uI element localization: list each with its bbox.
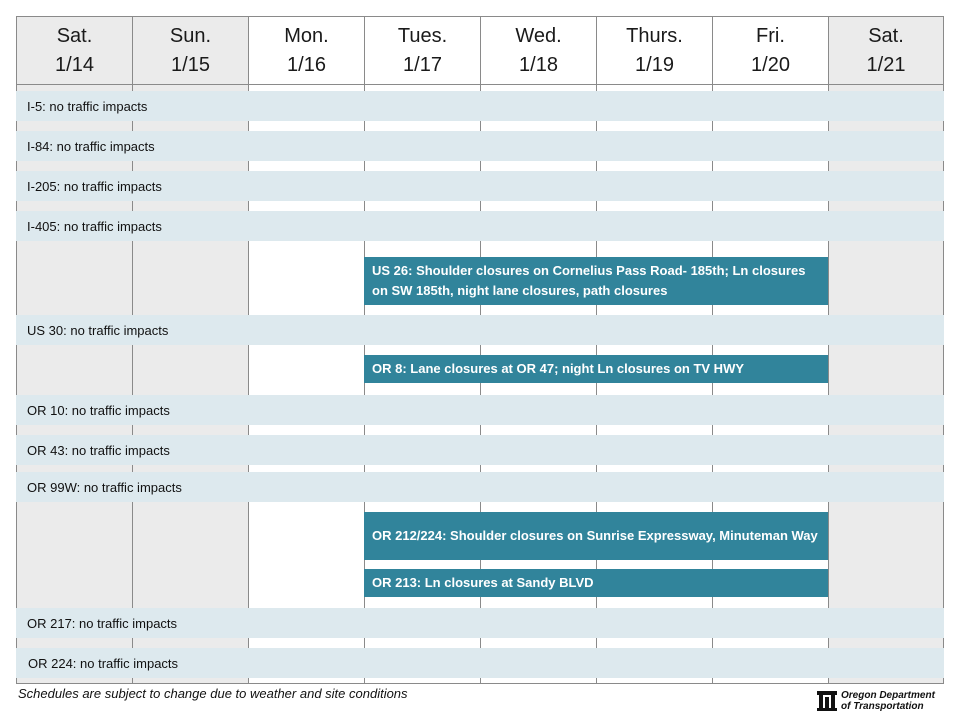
day-header — [365, 17, 480, 85]
logo-line-1: Oregon Department — [841, 690, 935, 701]
no-impact-row: I-5: no traffic impacts — [16, 91, 944, 121]
no-impact-row: I-84: no traffic impacts — [16, 131, 944, 161]
day-name: Sat. — [868, 24, 904, 47]
day-name: Mon. — [284, 24, 329, 47]
day-name: Tues. — [397, 24, 448, 47]
day-header — [17, 17, 132, 85]
day-date: 1/16 — [287, 53, 326, 76]
day-header — [481, 17, 596, 85]
closure-bar-us26: US 26: Shoulder closures on Cornelius Pass Road- 185th; Ln closures on SW 185th, night lane closures, path closures — [364, 257, 828, 305]
no-impact-row: OR 10: no traffic impacts — [16, 395, 944, 425]
no-impact-row: I-405: no traffic impacts — [16, 211, 944, 241]
day-header — [597, 17, 712, 85]
day-date: 1/17 — [403, 53, 442, 76]
day-header — [133, 17, 248, 85]
day-date: 1/18 — [519, 53, 558, 76]
day-date: 1/20 — [751, 53, 790, 76]
no-impact-row: OR 217: no traffic impacts — [16, 608, 944, 638]
logo-line-2: of Transportation — [841, 701, 924, 712]
day-date: 1/21 — [866, 53, 906, 76]
no-impact-row: OR 224: no traffic impacts — [16, 648, 944, 678]
no-impact-row: US 30: no traffic impacts — [16, 315, 944, 345]
day-header — [249, 17, 364, 85]
no-impact-row: OR 43: no traffic impacts — [16, 435, 944, 465]
day-date: 1/19 — [635, 53, 674, 76]
odot-logo — [816, 689, 940, 715]
no-impact-row: I-205: no traffic impacts — [16, 171, 944, 201]
day-name: Fri. — [756, 24, 785, 47]
odot-logo-icon — [816, 690, 838, 712]
day-name: Sat. — [56, 24, 93, 47]
day-date: 1/14 — [55, 53, 94, 76]
schedule-disclaimer: Schedules are subject to change due to weather and site conditions — [18, 686, 408, 701]
day-header — [713, 17, 828, 85]
closure-bar-or213: OR 213: Ln closures at Sandy BLVD — [364, 569, 828, 597]
day-header — [829, 17, 943, 85]
no-impact-row: OR 99W: no traffic impacts — [16, 472, 944, 502]
day-date: 1/15 — [171, 53, 210, 76]
day-name: Thurs. — [626, 24, 683, 47]
day-name: Sun. — [169, 24, 212, 47]
day-name: Wed. — [515, 24, 562, 47]
odot-logo-text — [841, 690, 935, 712]
closure-bar-or212-224: OR 212/224: Shoulder closures on Sunrise Expressway, Minuteman Way — [364, 512, 828, 560]
closure-bar-or8: OR 8: Lane closures at OR 47; night Ln closures on TV HWY — [364, 355, 828, 383]
